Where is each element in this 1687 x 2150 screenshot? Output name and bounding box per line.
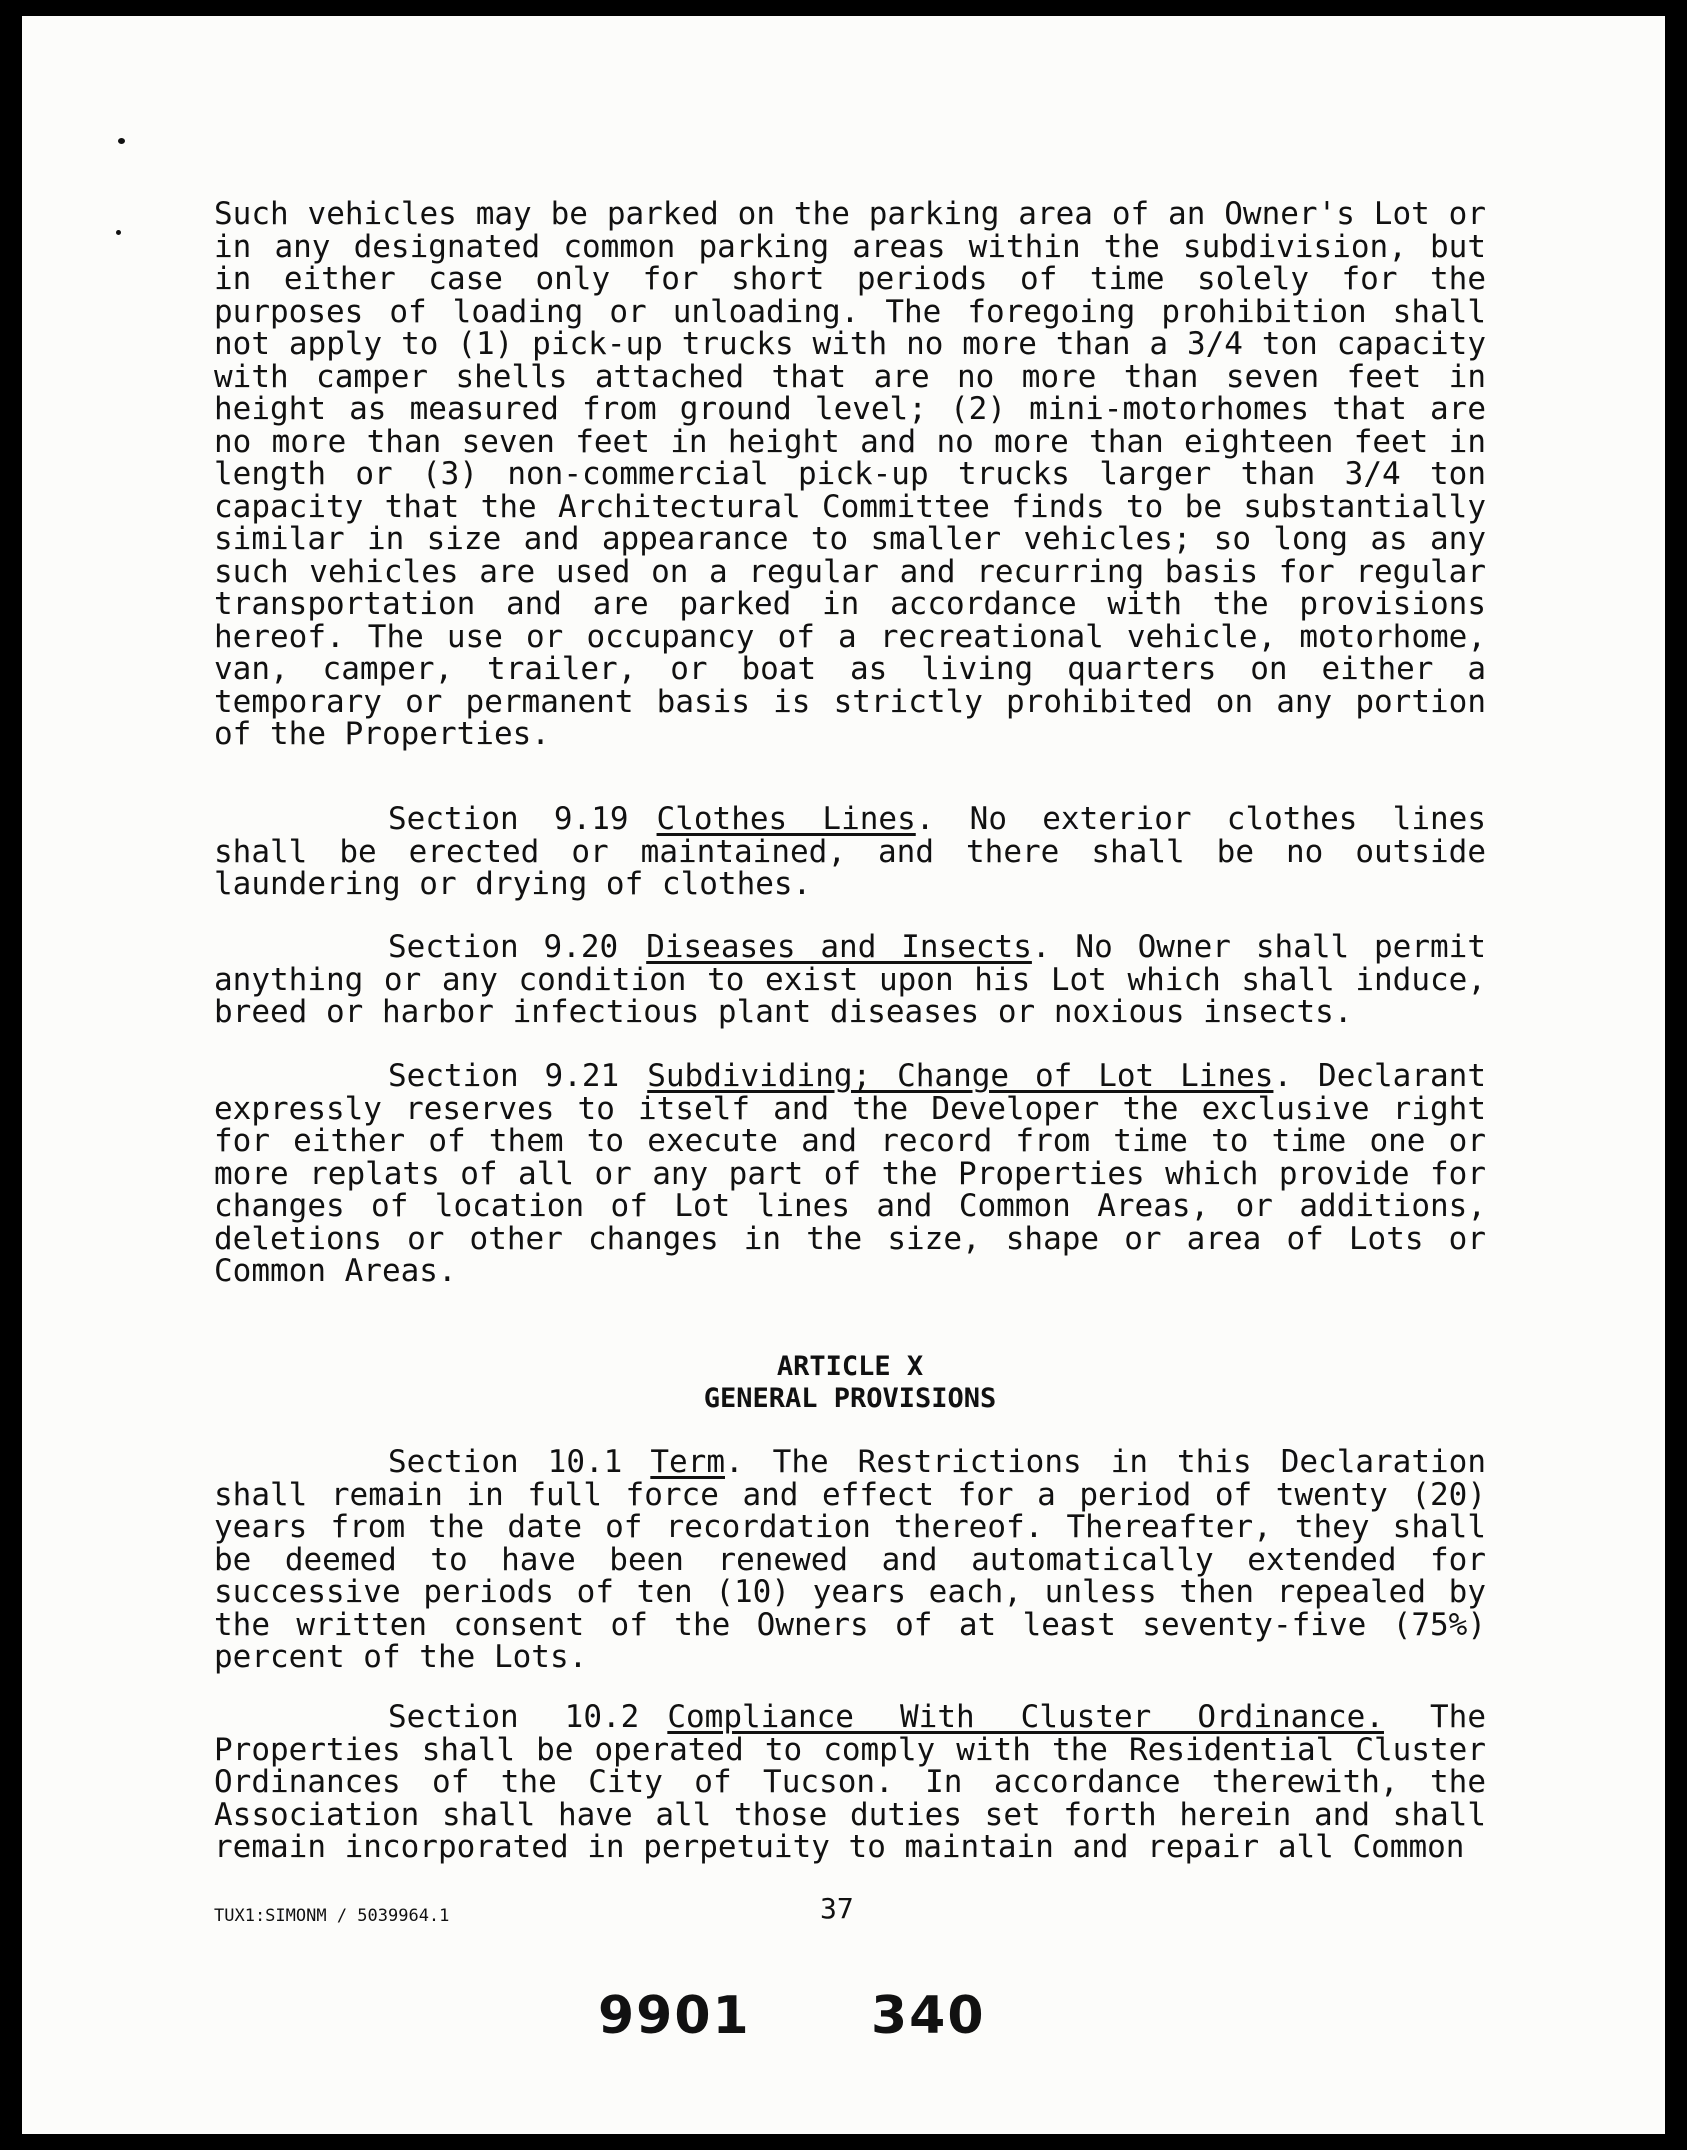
article-heading bbox=[214, 1351, 1486, 1415]
vehicle-paragraph-block bbox=[214, 198, 1486, 751]
section-body: . Declarant expressly reserves to itself and the Developer the exclusive right for either of them to execute and record from time to time one or more replats of all or any part of the Properties which provide for changes of location of Lot lines and Common Areas, or additions, deletions or other changes in the size, shape or area of Lots or Common Areas. bbox=[214, 1058, 1486, 1289]
section-heading: Compliance With Cluster Ordinance. bbox=[667, 1699, 1384, 1735]
article-title: GENERAL PROVISIONS bbox=[703, 1383, 997, 1414]
section-body: The Properties shall be operated to comply with the Residential Cluster Ordinances of the City of Tucson. In accordance therewith, the Association shall have all those duties set forth herein and shall remain incorporated in perpetuity to maintain and repair all Common bbox=[214, 1699, 1487, 1865]
section-number: Section 9.21 bbox=[388, 1058, 620, 1094]
scan-speck bbox=[118, 138, 125, 144]
page-number: 37 bbox=[820, 1892, 854, 1925]
scan-speck bbox=[116, 230, 121, 235]
section-heading: Subdividing; Change of Lot Lines bbox=[647, 1058, 1274, 1094]
section-body: . No Owner shall permit anything or any condition to exist upon his Lot which shall induce, breed or harbor infectious plant diseases or noxious insects. bbox=[214, 929, 1487, 1030]
section-body: . The Restrictions in this Declaration shall remain in full force and effect for a period of twenty (20) years from the date of recordation thereof. Thereafter, they shall be deemed to have been renewed and automatically extended for successive periods of ten (10) years each, unless then repealed by the written consent of the Owners of at least seventy-five (75%) percent of the Lots. bbox=[214, 1444, 1486, 1675]
section-heading: Diseases and Insects bbox=[646, 929, 1032, 965]
section-9-21 bbox=[214, 1060, 1486, 1288]
section-heading: Term bbox=[650, 1444, 725, 1480]
section-10-2 bbox=[214, 1701, 1486, 1864]
section-number: Section 9.20 bbox=[388, 929, 619, 965]
section-number: Section 10.2 bbox=[388, 1699, 640, 1735]
stamp-page: 340 bbox=[870, 1986, 986, 2046]
section-10-1 bbox=[214, 1446, 1486, 1674]
section-number: Section 10.1 bbox=[388, 1444, 623, 1480]
section-heading: Clothes Lines bbox=[656, 801, 916, 837]
section-body: . No exterior clothes lines shall be erected or maintained, and there shall be no outside laundering or drying of clothes. bbox=[214, 801, 1486, 902]
stamp-book: 9901 bbox=[598, 1986, 751, 2046]
section-9-19 bbox=[214, 803, 1486, 901]
section-9-20 bbox=[214, 931, 1486, 1029]
document-id: TUX1:SIMONM / 5039964.1 bbox=[214, 1906, 450, 1926]
section-number: Section 9.19 bbox=[388, 801, 629, 837]
recording-stamp bbox=[598, 1986, 986, 2046]
article-number: ARTICLE X bbox=[776, 1351, 924, 1382]
intro-paragraph: Such vehicles may be parked on the parking area of an Owner's Lot or in any designated common parking areas within the subdivision, but in either case only for short periods of time solely for the purposes of loading or unloading. The foregoing prohibition shall not apply to (1) pick-up trucks with no more than a 3/4 ton capacity with camper shells attached that are no more than seven feet in height as measured from ground level; (2) mini-motorhomes that are no more than seven feet in height and no more than eighteen feet in length or (3) non-commercial pick-up trucks larger than 3/4 ton capacity that the Architectural Committee finds to be substantially similar in size and appearance to smaller vehicles; so long as any such vehicles are used on a regular and recurring basis for regular transportation and are parked in accordance with the provisions hereof. The use or occupancy of a recreational vehicle, motorhome, van, camper, trailer, or boat as living quarters on either a temporary or permanent basis is strictly prohibited on any portion of the Properties. bbox=[214, 196, 1486, 752]
